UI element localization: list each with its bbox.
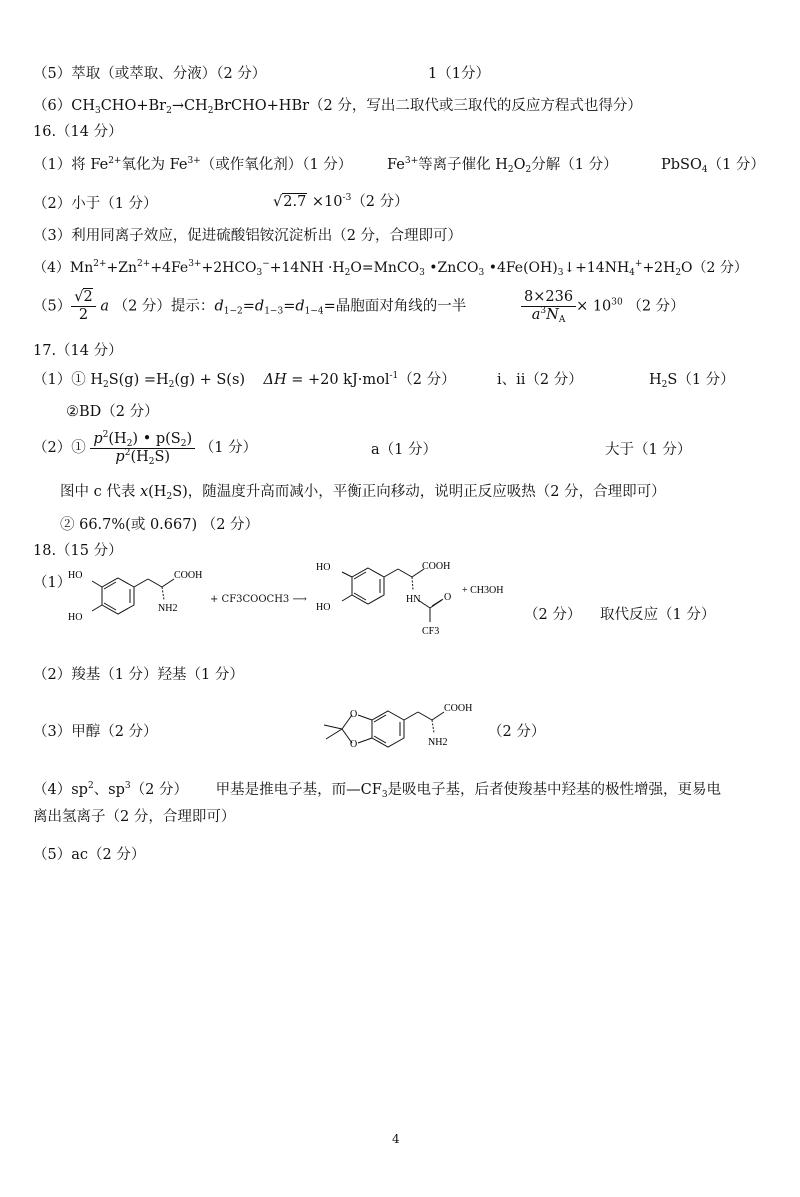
sqrt-icon: √	[74, 289, 84, 305]
q17-2-c: 大于（1 分）	[605, 442, 692, 458]
q18-3-score: （2 分）	[488, 724, 546, 740]
q18-3-a: （3）甲醇（2 分）	[33, 724, 158, 740]
product-o: O	[444, 592, 452, 603]
q18-title: 18.（15 分）	[33, 543, 123, 559]
q16-1-b: $Fe^{3+}$等离子催化 $H_2O_2$分解（1 分）	[387, 156, 618, 175]
q18-4-line2: 离出氢离子（2 分，合理即可）	[33, 809, 236, 825]
q15-5-right: 1（1分）	[428, 66, 490, 82]
q18-5: （5）ac（2 分）	[33, 847, 146, 863]
reactant-ho-bottom: HO	[68, 612, 83, 623]
q16-1-a: （1）将 $Fe^{2+}$氧化为 $Fe^{3+}$（或作氧化剂）（1 分）	[33, 156, 353, 173]
reactant-ho-top: HO	[68, 570, 83, 581]
reagent-cf3cooch3: + CF3COOCH3 ⟶	[210, 594, 307, 605]
q16-4: $(4)Mn^{2+}+Zn^{2+}+4Fe^{3+}+2HCO_3^-+14NH$ $\cdot H_2O=MnCO_3$ •ZnCO$_3$ $•4Fe(OH)_3↓+14NH_4^++2H_2O(2$ 分）	[33, 259, 748, 278]
q18-1-type: 取代反应（1 分）	[600, 607, 716, 623]
q18-1-prefix: （1）	[33, 575, 72, 591]
sqrt-icon: √	[273, 194, 283, 210]
product-cooh: COOH	[422, 561, 451, 572]
reaction-arrow-icon: ⟶	[292, 594, 307, 605]
q17-1-2: ②BD（2 分）	[66, 404, 159, 420]
acetonide-nh2: NH2	[428, 737, 448, 748]
reactant-cooh: COOH	[174, 570, 203, 581]
fraction-root2-over-2: $\frac{√2}{2}$	[71, 289, 95, 324]
kp-fraction: $\frac{p^2(H_2) • p(S_2)}{p^2(H_2S)}$	[90, 431, 195, 466]
reactant-nh2: NH2	[158, 603, 178, 614]
reactant-structure	[58, 562, 218, 632]
q17-2-a: （2）① $\frac{p^2(H_2) • p(S_2)}{p^2(H_2S)}$ （1 分）	[33, 429, 258, 467]
q16-title: 16.（14 分）	[33, 124, 123, 140]
q16-3: （3）利用同离子效应，促进硫酸铝铵沉淀析出（2 分，合理即可）	[33, 228, 463, 244]
q18-2: （2）羧基（1 分）羟基（1 分）	[33, 667, 244, 683]
acetonide-cooh: COOH	[444, 703, 473, 714]
q16-2-b: $√2.7 \times 10^{-3}(2$ 分）	[273, 193, 409, 210]
q17-2-explain: 图中 c 代表 $x(H_2S)$，随温度升高而减小，平衡正向移动，说明正反应吸热（2 分，合理即可）	[60, 484, 666, 502]
q17-2-b: a（1 分）	[371, 442, 437, 458]
q16-5: （5） $\frac{√2}{2}$ a （2 分）提示：$d_{1-2}=d_{1-3}=d_{1-4}=$晶胞面对角线的一半	[33, 289, 467, 323]
q17-1-b: i、ii（2 分）	[497, 372, 583, 388]
page-number: 4	[392, 1132, 400, 1146]
q17-1-a: （1）① $H_2S(g) =H_2(g) + S(s)$ ΔH = +20 kJ·mol$^{-1}$（2 分）	[33, 371, 456, 390]
density-fraction: $\frac{8\times 236}{a^3N_A}$	[521, 289, 576, 324]
product-structure	[312, 556, 552, 646]
q16-1-c: PbSO$_4$（1 分）	[661, 157, 765, 175]
product-ho-bottom: HO	[316, 602, 331, 613]
q17-title: 17.（14 分）	[33, 343, 123, 359]
byproduct-ch3oh: + CH3OH	[462, 585, 504, 596]
q17-1-c: $H_2S(1$ 分）	[649, 372, 735, 390]
acetonide-o-top: O	[350, 709, 358, 720]
q18-4-line1: $(4)sp^2$、$sp^3(2$ 分） 甲基是推电子基，而$—CF_3$是吸电子基，后者使羧基中羟基的极性增强，更易电	[33, 781, 722, 800]
product-cf3: CF3	[422, 626, 440, 637]
product-ho-top: HO	[316, 562, 331, 573]
q17-2-2: ② 66.7%(或 0.667) （2 分）	[60, 517, 260, 533]
product-hn: HN	[406, 594, 421, 605]
acetonide-o-bottom: O	[350, 739, 358, 750]
q15-6: $(6)CH_3CHO+Br_2\to CH_2BrCHO+HBr(2$ 分，写出二取代或三取代的反应方程式也得分）	[33, 98, 642, 116]
q16-5-formula: $\frac{8\times 236}{a^3N_A}$ × $10^{30}$ （2 分）	[521, 289, 685, 324]
q15-5-left: （5）萃取（或萃取、分液）（2 分）	[33, 66, 267, 82]
acetonide-structure	[310, 695, 490, 763]
q18-1-score: （2 分）	[524, 607, 582, 623]
q16-2-a: （2）小于（1 分）	[33, 196, 158, 212]
